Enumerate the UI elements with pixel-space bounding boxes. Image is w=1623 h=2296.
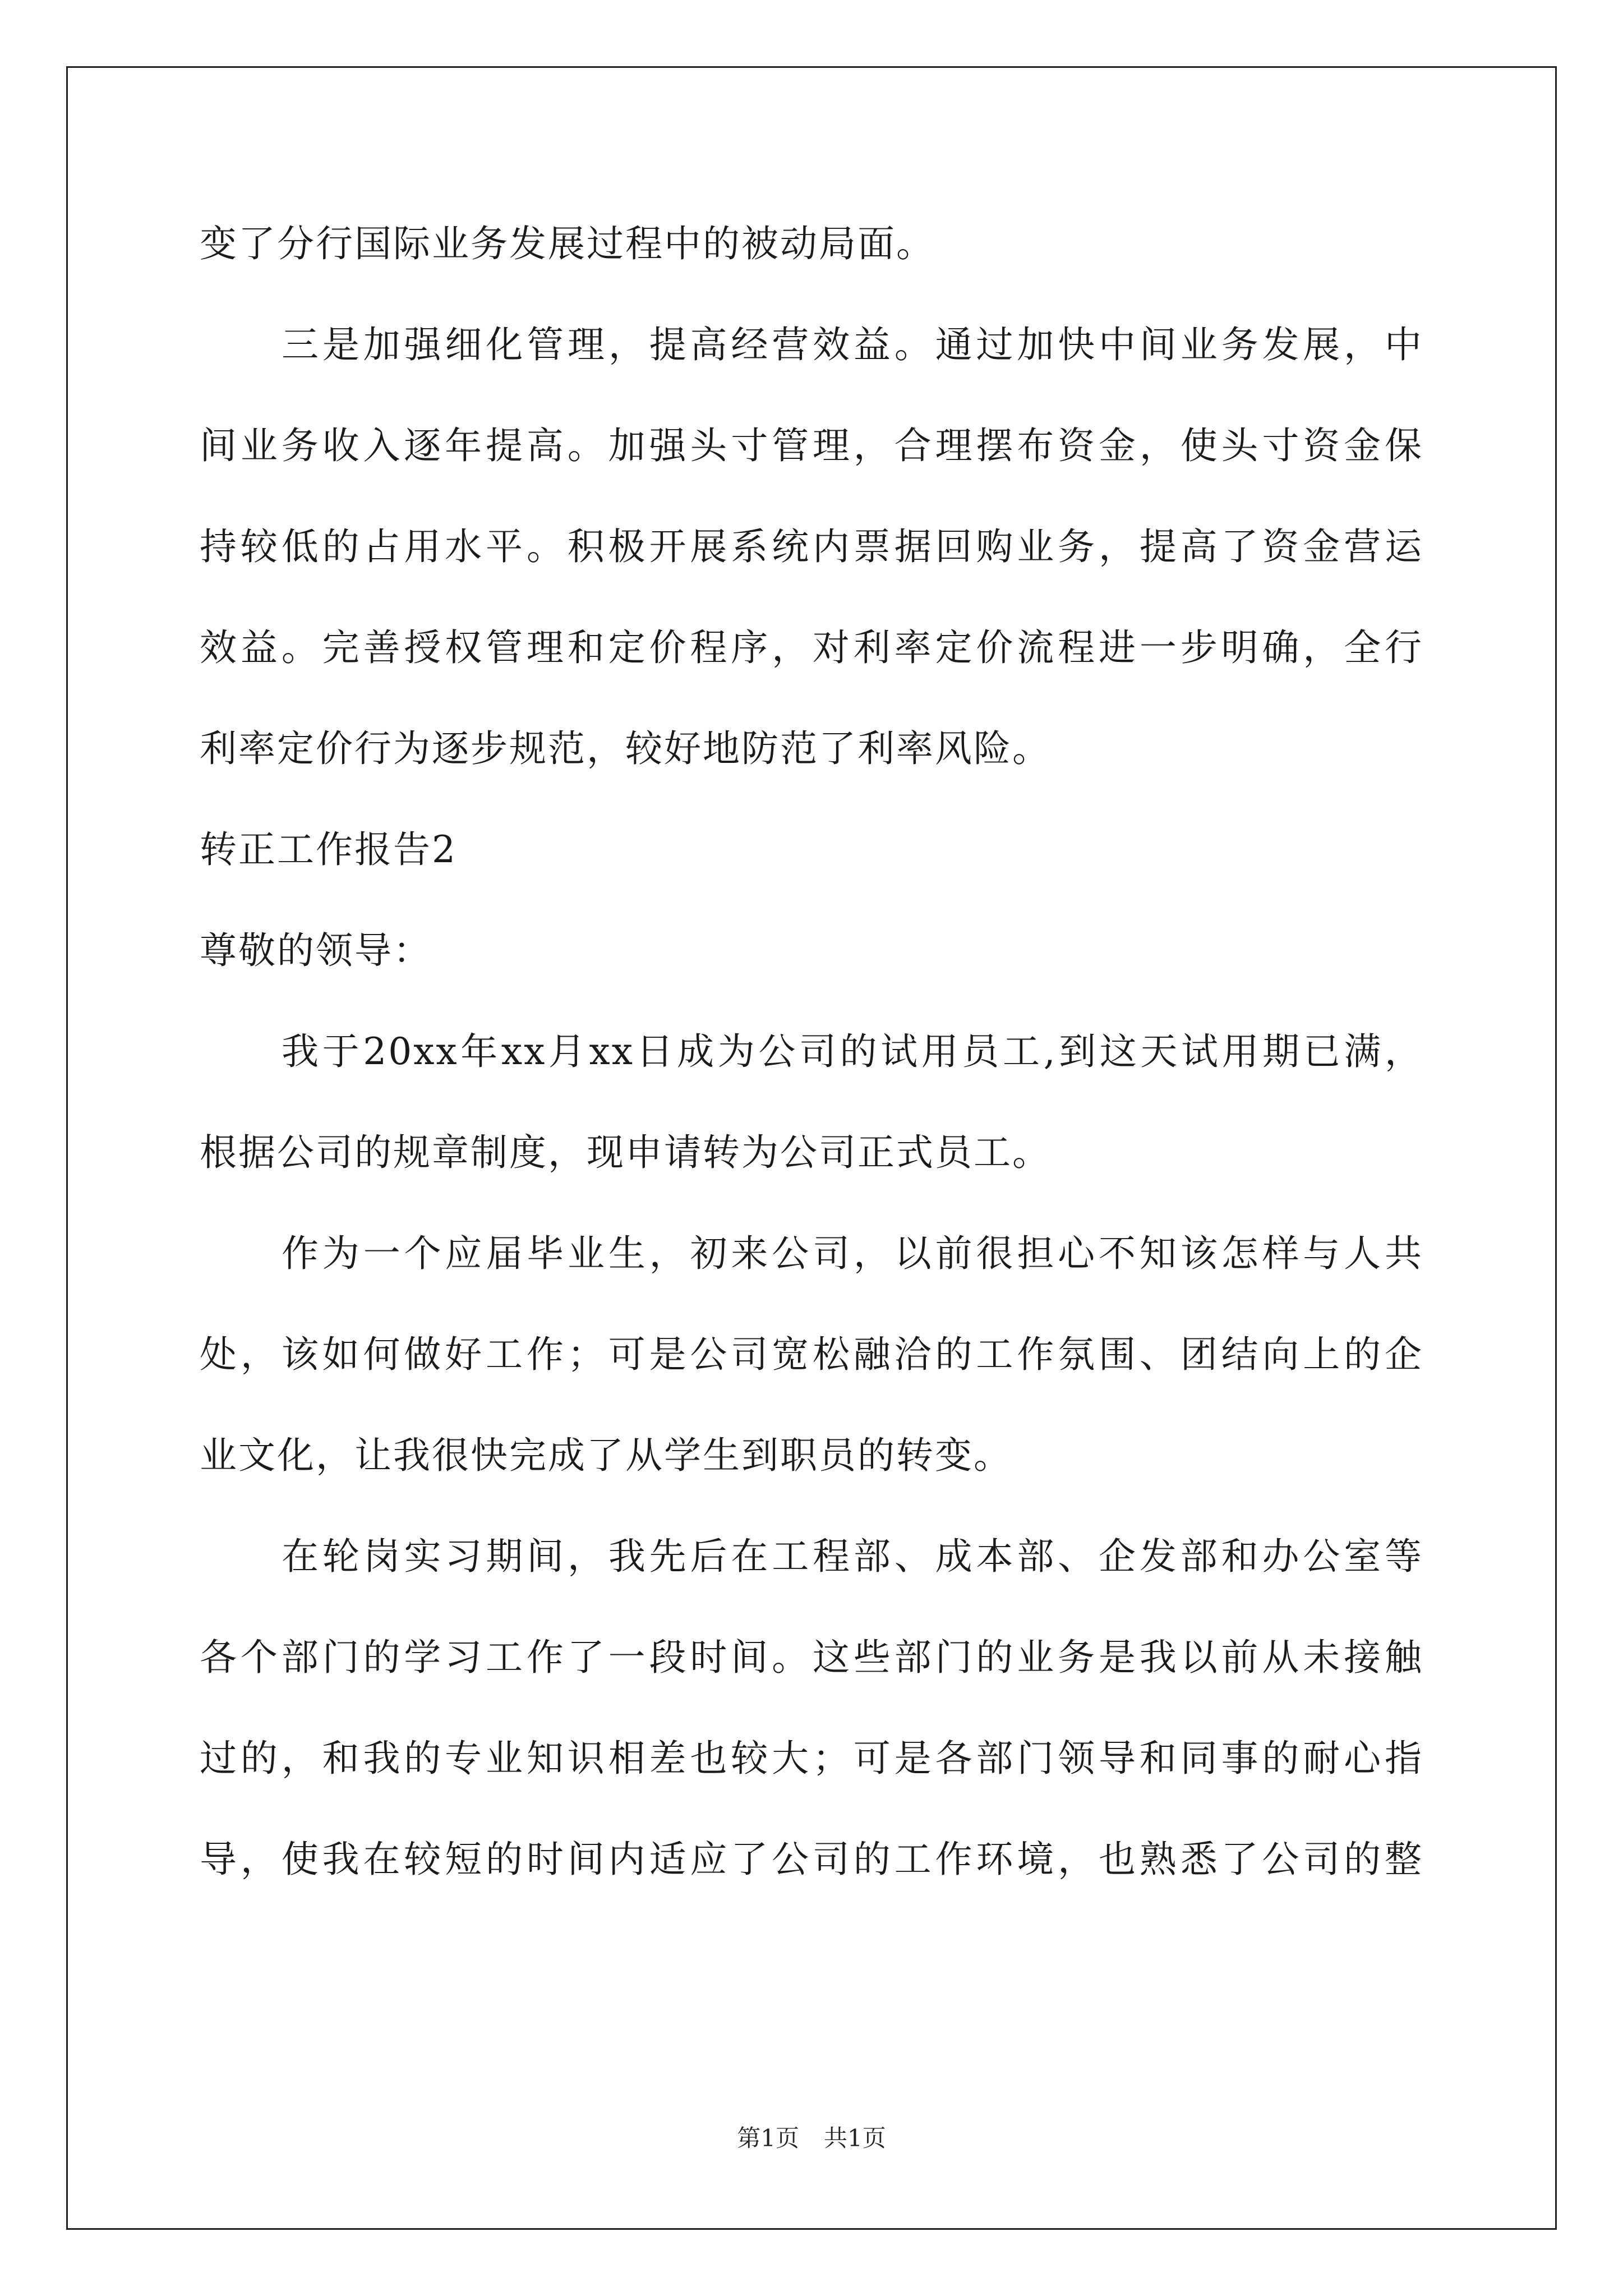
page-number-total: 共1页 [824, 2124, 886, 2152]
page-footer [0, 2122, 1623, 2155]
paragraph-management-line: 三是加强细化管理，提高经营效益。通过加快中间业务发展，中 [282, 323, 1423, 366]
text-line-continuation: 变了分行国际业务发展过程中的被动局面。 [200, 222, 935, 265]
paragraph-management-line: 效益。完善授权管理和定价程序，对利率定价流程进一步明确，全行 [200, 626, 1423, 669]
paragraph-graduate-line: 作为一个应届毕业生，初来公司，以前很担心不知该怎样与人共 [282, 1232, 1423, 1275]
paragraph-rotation-line: 导，使我在较短的时间内适应了公司的工作环境，也熟悉了公司的整 [200, 1838, 1423, 1881]
section-heading: 转正工作报告2 [200, 828, 457, 871]
salutation: 尊敬的领导： [200, 929, 432, 972]
paragraph-rotation-line: 各个部门的学习工作了一段时间。这些部门的业务是我以前从未接触 [200, 1636, 1423, 1679]
page-number-current: 第1页 [737, 2124, 799, 2152]
paragraph-rotation-line: 在轮岗实习期间，我先后在工程部、成本部、企发部和办公室等 [282, 1535, 1423, 1578]
paragraph-graduate-line: 处，该如何做好工作；可是公司宽松融洽的工作氛围、团结向上的企 [200, 1333, 1423, 1376]
paragraph-intro-line: 我于20xx年xx月xx日成为公司的试用员工,到这天试用期已满， [282, 1030, 1423, 1073]
paragraph-rotation-line: 过的，和我的专业知识相差也较大；可是各部门领导和同事的耐心指 [200, 1737, 1423, 1780]
paragraph-management-line: 利率定价行为逐步规范，较好地防范了利率风险。 [200, 727, 1051, 770]
paragraph-graduate-line: 业文化，让我很快完成了从学生到职员的转变。 [200, 1434, 1012, 1477]
paragraph-intro-line: 根据公司的规章制度，现申请转为公司正式员工。 [200, 1131, 1051, 1174]
document-body [200, 194, 1423, 1910]
paragraph-management-line: 间业务收入逐年提高。加强头寸管理，合理摆布资金，使头寸资金保 [200, 424, 1423, 467]
paragraph-management-line: 持较低的占用水平。积极开展系统内票据回购业务，提高了资金营运 [200, 525, 1423, 568]
